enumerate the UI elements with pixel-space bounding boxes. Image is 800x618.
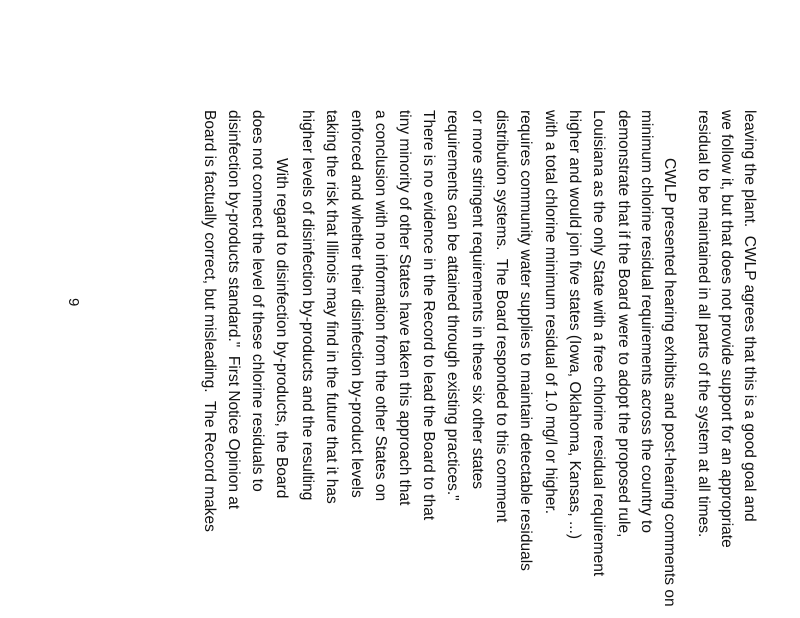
text-line: demonstrate that if the Board were to adopt the proposed rule, <box>615 110 632 538</box>
text-line: higher levels of disinfection by-products and the resulting <box>299 110 316 501</box>
text-line: Board is factually correct, but misleading. The Record makes <box>201 110 218 532</box>
text-line: or more stringent requirements in these six other states <box>469 110 486 490</box>
text-line: a conclusion with no information from the other States on <box>372 110 389 502</box>
text-line: higher and would join five states (Iowa, Oklahoma, Kansas, ...) <box>566 110 583 540</box>
text-line: requirements can be attained through existing practices." <box>444 110 461 501</box>
text-line: taking the risk that Illinois may find in the future that it has <box>323 110 340 504</box>
text-line: tiny minority of other States have taken this approach that <box>396 110 413 506</box>
text-line: Louisiana as the only State with a free chlorine residual requirement <box>590 110 607 577</box>
text-line: disinfection by-products standard." First Notice Opinion at <box>225 110 242 510</box>
text-line: we follow it, but that does not provide support for an appropriate <box>718 110 735 548</box>
text-line: There is no evidence in the Record to lead the Board to that <box>420 110 437 521</box>
text-line: requires community water supplies to maintain detectable residuals <box>517 110 534 571</box>
text-line: minimum chlorine residual requirements across the country to <box>638 110 655 533</box>
paragraph-first-line: With regard to disinfection by-products, the Board <box>273 158 290 499</box>
paragraph-first-line: CWLP presented hearing exhibits and post-hearing comments on <box>661 158 678 607</box>
text-line: residual to be maintained in all parts of the system at all times. <box>695 110 712 538</box>
text-line: distribution systems. The Board responded to this comment <box>493 110 510 523</box>
text-line: does not connect the level of these chlorine residuals to <box>249 110 266 492</box>
text-line: leaving the plant. CWLP agrees that this is a good goal and <box>741 110 758 522</box>
page-number: 9 <box>65 298 82 307</box>
text-line: with a total chlorine minimum residual of 1.0 mg/l or higher. <box>542 110 559 515</box>
text-line: enforced and whether their disinfection by-product levels <box>348 110 365 498</box>
